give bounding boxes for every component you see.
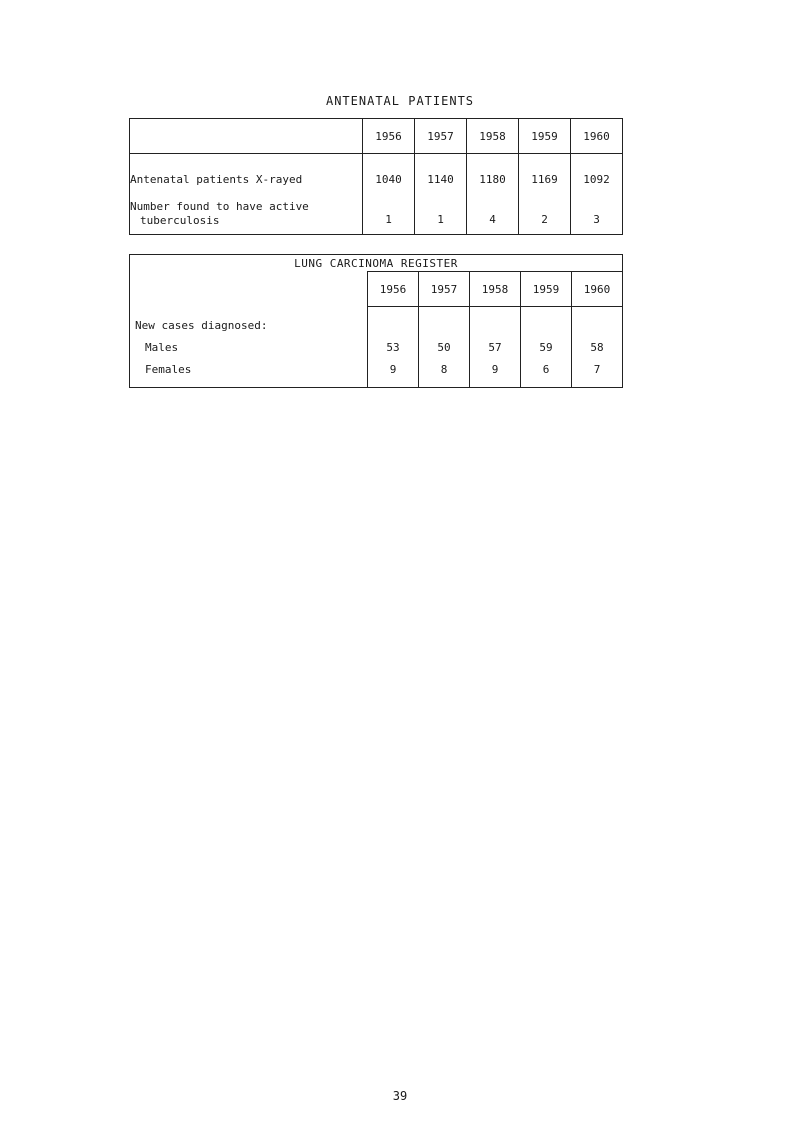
antenatal-table (129, 118, 623, 235)
table-cell: 2 (541, 213, 548, 226)
header-empty-cell (130, 272, 368, 307)
group-label: New cases diagnosed: (135, 318, 268, 332)
row-label: Antenatal patients X-rayed (130, 173, 303, 186)
section-title: LUNG CARCINOMA REGISTER (130, 255, 623, 272)
page-title: ANTENATAL PATIENTS (325, 94, 475, 108)
year-header: 1959 (521, 272, 572, 307)
table-cell: 3 (593, 213, 600, 226)
table-cell: 8 (440, 363, 448, 376)
year-header: 1956 (368, 272, 419, 307)
year-header: 1957 (419, 272, 470, 307)
table-cell: 1 (385, 213, 392, 226)
table-cell: 1180 (479, 173, 506, 186)
table-header-row (130, 272, 623, 307)
table-row (130, 307, 623, 388)
year-header: 1957 (415, 119, 467, 154)
table-header-row (130, 119, 623, 154)
year-header: 1958 (470, 272, 521, 307)
header-empty-cell (130, 119, 363, 154)
table-cell: 59 (539, 341, 553, 354)
table-cell: 1040 (375, 173, 402, 186)
table-cell: 9 (491, 363, 499, 376)
table-cell: 1169 (531, 173, 558, 186)
table-row (130, 154, 623, 235)
table-cell: 1092 (583, 173, 610, 186)
year-header: 1960 (572, 272, 623, 307)
table-cell: 58 (590, 341, 604, 354)
table-cell: 53 (386, 341, 400, 354)
table-cell: 9 (389, 363, 397, 376)
row-label (130, 200, 362, 228)
row-label-line: Number found to have active (130, 200, 309, 213)
year-header: 1958 (467, 119, 519, 154)
year-header: 1960 (571, 119, 623, 154)
table-cell: 1 (437, 213, 444, 226)
table-cell: 57 (488, 341, 502, 354)
table-cell: 4 (489, 213, 496, 226)
year-header: 1956 (363, 119, 415, 154)
lung-carcinoma-table (129, 254, 623, 388)
table-cell: 6 (542, 363, 550, 376)
table-cell: 1140 (427, 173, 454, 186)
table-title-row (130, 255, 623, 272)
page-number: 39 (392, 1089, 408, 1103)
row-label: Females (145, 362, 192, 376)
table-cell: 50 (437, 341, 451, 354)
row-label: Males (145, 340, 179, 354)
row-label-line: tuberculosis (140, 214, 220, 227)
table-cell: 7 (593, 363, 601, 376)
year-header: 1959 (519, 119, 571, 154)
